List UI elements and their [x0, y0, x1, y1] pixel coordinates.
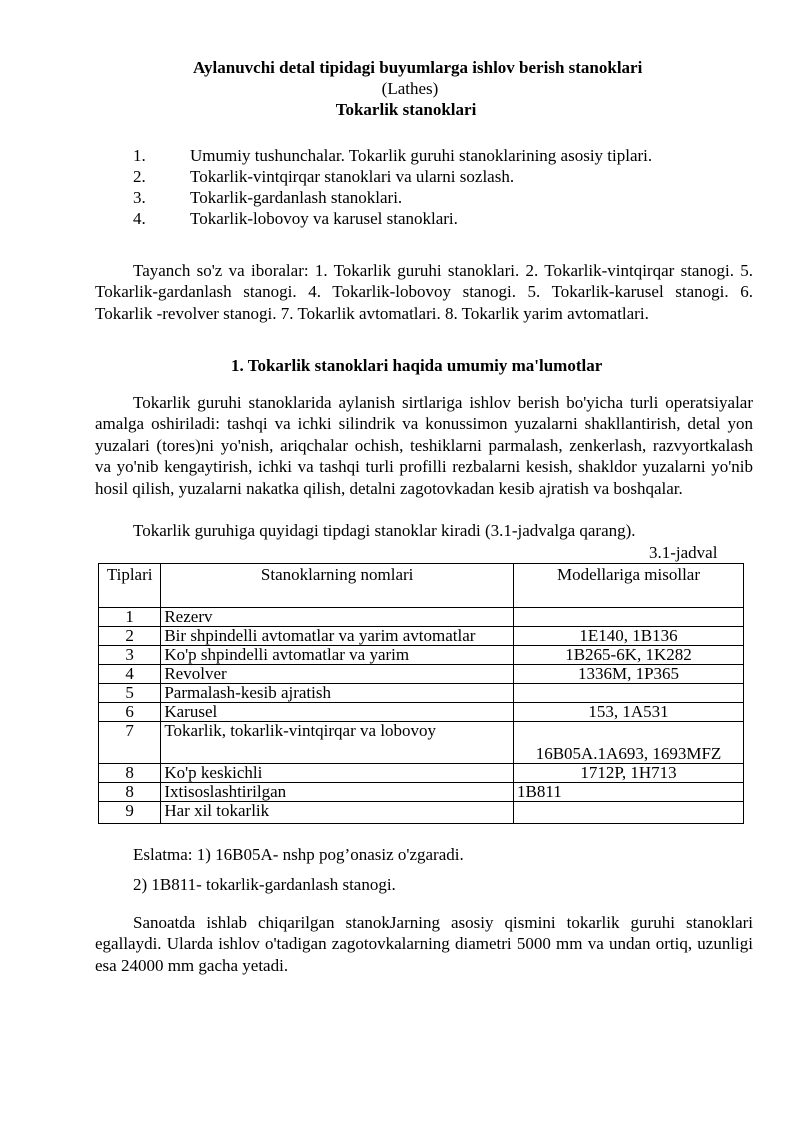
- intro-paragraph: Tokarlik guruhi stanoklarida aylanish sirtlariga ishlov berish bo'yicha turli operatsiyalar amalga oshiriladi: tashqi va ichki silindrik va konussimon yuzalarni shakllantirish, detal yon yuzalari (tores)ni yo'nish, ariqchalar ochish, teshiklarni parmalash, zenkerlash, razvyortkalash va yo'nib kengaytirish, ichki va tashqi turli profilli rezbalarni kesish, shakldor yuzalarni yo'nib hosil qilish, yuzalarni nakatka qilish, detalni zagotovkadan kesib ajratish va boshqalar.: [95, 393, 753, 498]
- toc-text: Umumiy tushunchalar. Tokarlik guruhi stanoklarining asosiy tiplari.: [190, 146, 653, 165]
- type-cell: 1: [99, 608, 161, 627]
- note-1: Eslatma: 1) 16B05A- nshp pog’onasiz o'zgaradi.: [133, 845, 464, 864]
- name-cell: Parmalash-kesib ajratish: [161, 684, 514, 703]
- models-cell: 1B265-6K, 1K282: [513, 646, 743, 665]
- models-cell: 1E140, 1B136: [513, 627, 743, 646]
- toc-number: 1.: [133, 146, 146, 165]
- type-cell: 8: [99, 783, 161, 802]
- name-cell: Revolver: [161, 665, 514, 684]
- type-cell: 2: [99, 627, 161, 646]
- column-header-names: Stanoklarning nomlari: [161, 564, 514, 608]
- models-cell: [513, 608, 743, 627]
- closing-paragraph: Sanoatda ishlab chiqarilgan stanokJarning asosiy qismini tokarlik guruhi stanoklari egallaydi. Ularda ishlov o'tadigan zagotovkalarning diametri 5000 mm va undan ortiq, uzunligi esa 24000 mm gacha yetadi.: [95, 913, 753, 975]
- name-cell: Ko'p keskichli: [161, 764, 514, 783]
- toc-text: Tokarlik-gardanlash stanoklari.: [190, 188, 403, 207]
- table-row: [99, 627, 744, 646]
- toc-number: 2.: [133, 167, 146, 186]
- document-subtitle: (Lathes): [381, 79, 439, 98]
- table-row: [99, 722, 744, 764]
- type-cell: 3: [99, 646, 161, 665]
- document-heading: Tokarlik stanoklari: [335, 100, 477, 119]
- table-row: [99, 764, 744, 783]
- toc-text: Tokarlik-lobovoy va karusel stanoklari.: [190, 209, 458, 228]
- type-cell: 8: [99, 764, 161, 783]
- table-row: [99, 665, 744, 684]
- type-cell: 4: [99, 665, 161, 684]
- type-cell: 6: [99, 703, 161, 722]
- type-cell: 5: [99, 684, 161, 703]
- note-2: 2) 1B811- tokarlik-gardanlash stanogi.: [133, 875, 396, 894]
- table-row: [99, 608, 744, 627]
- name-cell: Rezerv: [161, 608, 514, 627]
- table-header-row: [99, 564, 744, 608]
- type-cell: 7: [99, 722, 161, 764]
- name-cell: Karusel: [161, 703, 514, 722]
- models-cell: 1712P, 1H713: [513, 764, 743, 783]
- table-row: [99, 783, 744, 802]
- name-cell: Bir shpindelli avtomatlar va yarim avtomatlar: [161, 627, 514, 646]
- stanok-types-table: [98, 563, 744, 824]
- table-row: [99, 684, 744, 703]
- name-cell: Har xil tokarlik: [161, 802, 514, 824]
- models-cell: [513, 802, 743, 824]
- table-row: [99, 703, 744, 722]
- models-cell: 153, 1A531: [513, 703, 743, 722]
- column-header-types: Tiplari: [99, 564, 161, 608]
- name-cell: Ixtisoslashtirilgan: [161, 783, 514, 802]
- models-cell: 16B05A.1A693, 1693MFZ: [513, 722, 743, 764]
- section-heading: 1. Tokarlik stanoklari haqida umumiy ma'lumotlar: [231, 356, 603, 375]
- table-intro-text: Tokarlik guruhiga quyidagi tipdagi stanoklar kiradi (3.1-jadvalga qarang).: [133, 521, 636, 540]
- toc-number: 3.: [133, 188, 146, 207]
- models-cell: 1B811: [513, 783, 743, 802]
- table-caption: 3.1-jadval: [649, 543, 718, 562]
- toc-text: Tokarlik-vintqirqar stanoklari va ularni sozlash.: [190, 167, 515, 186]
- column-header-models: Modellariga misollar: [513, 564, 743, 608]
- type-cell: 9: [99, 802, 161, 824]
- name-cell: Ko'p shpindelli avtomatlar va yarim: [161, 646, 514, 665]
- table-row: [99, 802, 744, 824]
- toc-number: 4.: [133, 209, 146, 228]
- table-row: [99, 646, 744, 665]
- keywords-paragraph: Tayanch so'z va iboralar: 1. Tokarlik guruhi stanoklari. 2. Tokarlik-vintqirqar stanogi. 5. Tokarlik-gardanlash stanogi. 4. Tokarlik-lobovoy stanogi. 5. Tokarlik-karusel stanogi. 6. Tokarlik -revolver stanogi. 7. Tokarlik avtomatlari. 8. Tokarlik yarim avtomatlari.: [95, 261, 753, 323]
- models-cell: [513, 684, 743, 703]
- document-title: Aylanuvchi detal tipidagi buyumlarga ishlov berish stanoklari: [193, 58, 643, 77]
- name-cell: Tokarlik, tokarlik-vintqirqar va lobovoy: [161, 722, 514, 764]
- models-cell: 1336M, 1P365: [513, 665, 743, 684]
